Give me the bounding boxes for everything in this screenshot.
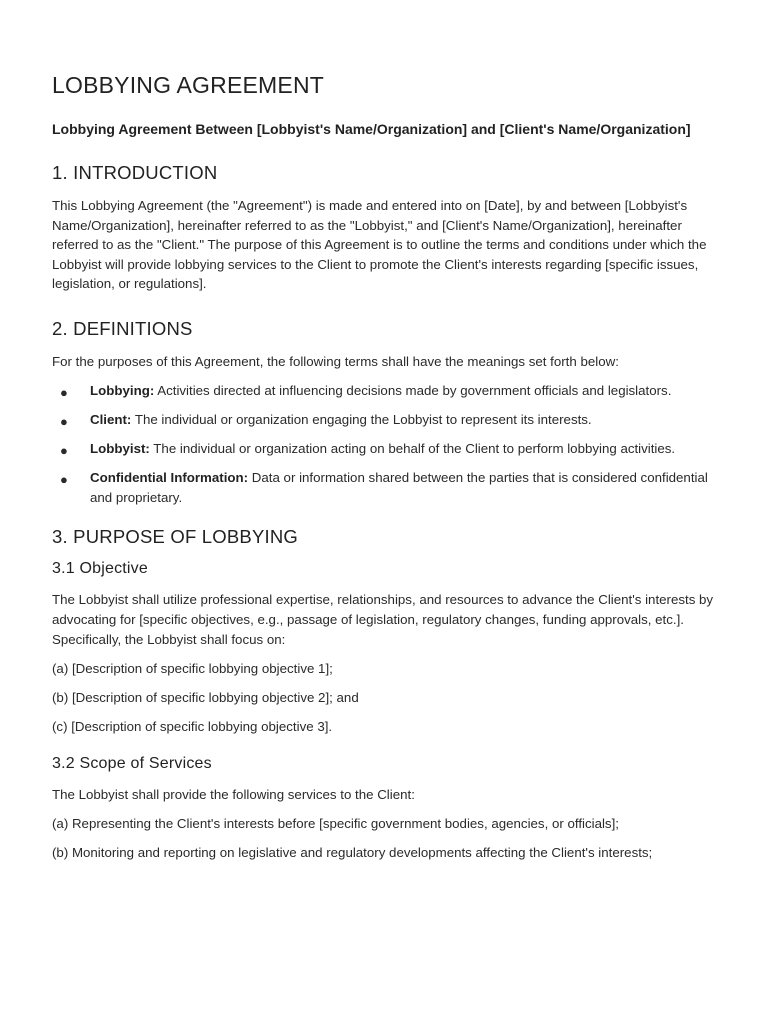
definitions-intro: For the purposes of this Agreement, the following terms shall have the meanings set forth below:	[52, 354, 619, 370]
subsection-heading-scope: 3.2 Scope of Services	[52, 754, 212, 772]
definition-text: Activities directed at influencing decisions made by government officials and legislators.	[154, 383, 672, 399]
definition-term: Lobbying:	[90, 383, 155, 399]
section-heading-purpose: 3. PURPOSE OF LOBBYING	[52, 526, 298, 548]
objective-item: (b) [Description of specific lobbying objective 2]; and	[52, 689, 359, 705]
definition-term: Lobbyist:	[90, 441, 150, 457]
scope-item: (b) Monitoring and reporting on legislative and regulatory developments affecting the Client's interests;	[52, 844, 653, 860]
section-heading-definitions: 2. DEFINITIONS	[52, 318, 193, 340]
definition-item	[52, 468, 718, 507]
definition-item	[52, 410, 718, 430]
definition-text: The individual or organization acting on behalf of the Client to perform lobbying activities.	[149, 441, 676, 457]
bullet-icon: ●	[60, 472, 68, 488]
bullet-icon: ●	[60, 443, 68, 459]
objective-item: (c) [Description of specific lobbying objective 3].	[52, 718, 333, 734]
document-subtitle: Lobbying Agreement Between [Lobbyist's Name/Organization] and [Client's Name/Organization]	[52, 121, 691, 137]
definitions-list	[52, 381, 718, 507]
introduction-paragraph: This Lobbying Agreement (the "Agreement") is made and entered into on [Date], by and between [Lobbyist's Name/Organization], hereinafter referred to as the "Lobbyist," and [Client's Name/Organization], hereinafter referred to as the "Client." The purpose of this Agreement is to outline the terms and conditions under which the Lobbyist will provide lobbying services to the Client to promote the Client's interests regarding [specific issues, legislation, or regulations].	[52, 198, 707, 292]
definition-text: The individual or organization engaging the Lobbyist to represent its interests.	[131, 412, 592, 428]
objective-item: (a) [Description of specific lobbying objective 1];	[52, 660, 333, 676]
bullet-icon: ●	[60, 414, 68, 430]
section-heading-introduction: 1. INTRODUCTION	[52, 162, 218, 183]
definition-text: Data or information shared between the parties that is considered confidential and proprietary.	[90, 470, 708, 505]
definition-term: Client:	[90, 412, 132, 428]
definition-item	[52, 439, 718, 459]
scope-item: (a) Representing the Client's interests before [specific government bodies, agencies, or officials];	[52, 815, 619, 831]
bullet-icon: ●	[60, 385, 68, 401]
subsection-heading-objective: 3.1 Objective	[52, 560, 148, 578]
document-title: LOBBYING AGREEMENT	[52, 72, 324, 98]
definition-term: Confidential Information:	[90, 470, 249, 486]
definition-item	[52, 381, 718, 401]
scope-paragraph: The Lobbyist shall provide the following services to the Client:	[52, 786, 415, 802]
objective-paragraph: The Lobbyist shall utilize professional expertise, relationships, and resources to advance the Client's interests by advocating for [specific objectives, e.g., passage of legislation, regulatory changes, funding approvals, etc.]. Specifically, the Lobbyist shall focus on:	[52, 592, 714, 647]
